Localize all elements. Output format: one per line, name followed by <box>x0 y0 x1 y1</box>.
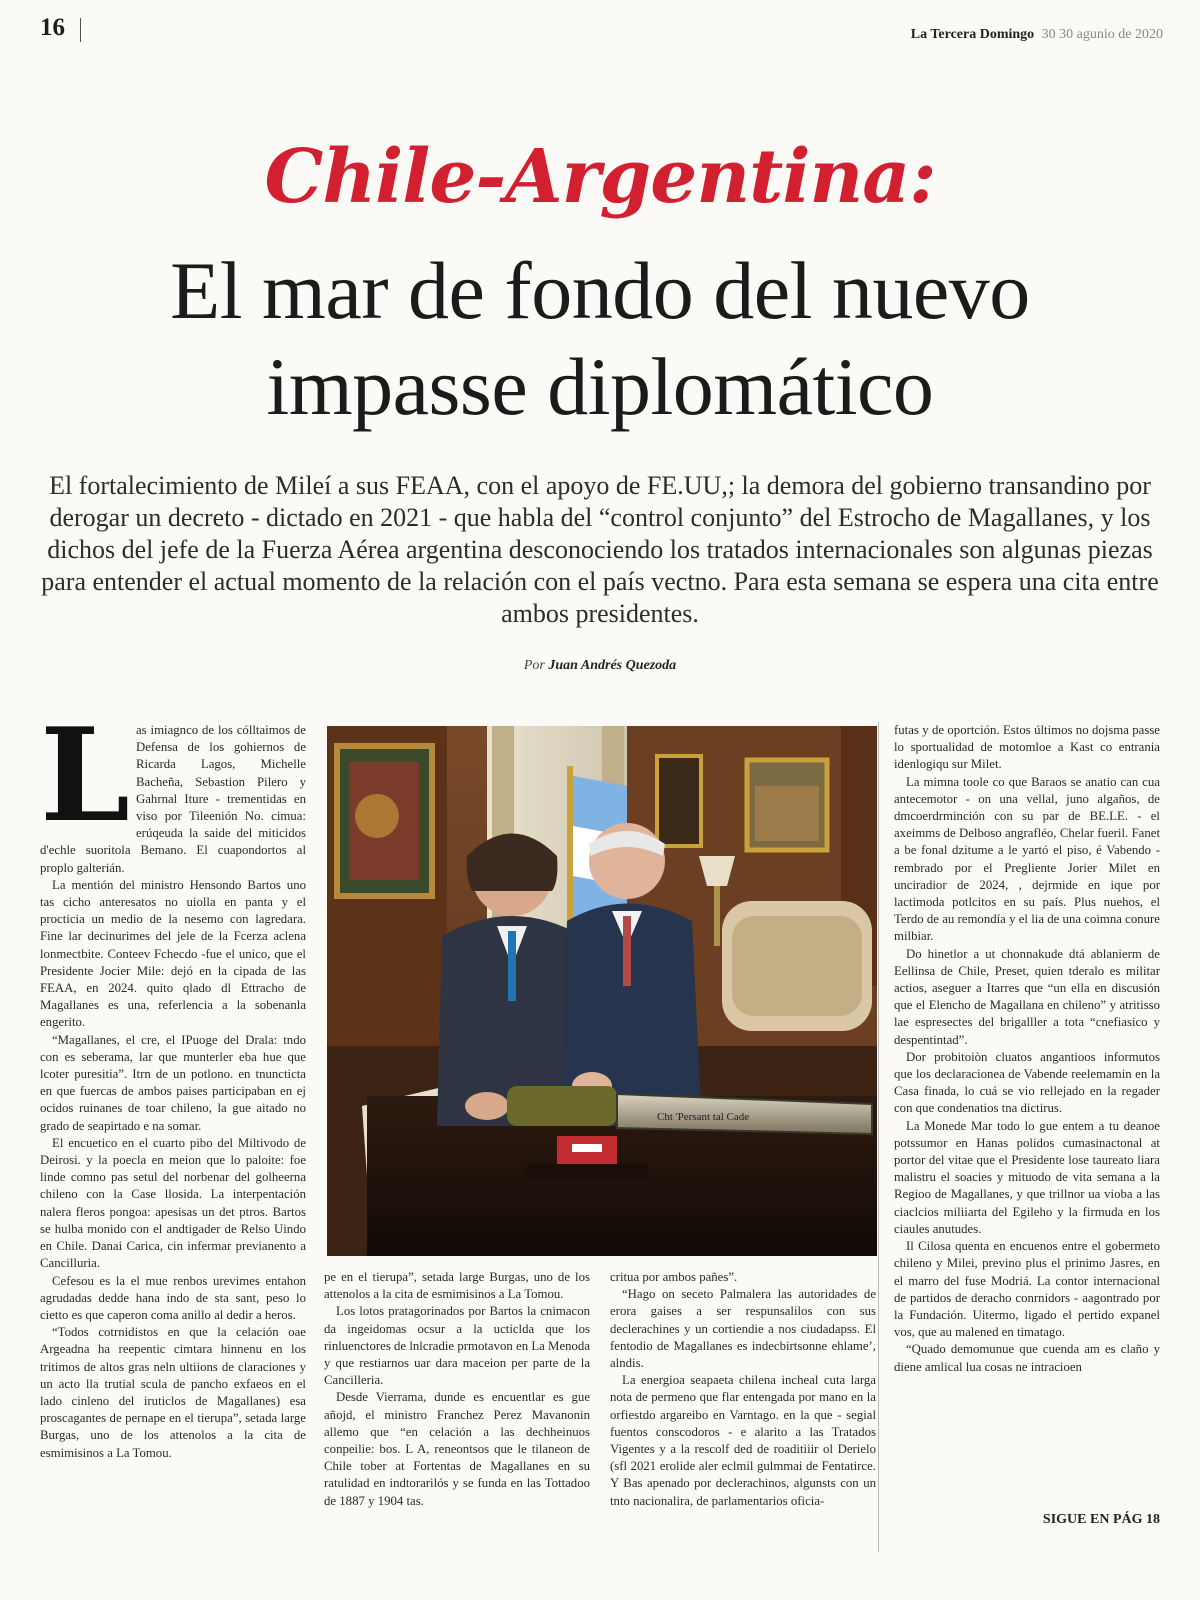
byline <box>0 658 1200 674</box>
paragraph: pe en el tierupa”, setada large Burgas, uno de los attenolos a la cita de esmimisinos a La Tomou. <box>324 1270 590 1302</box>
header-divider <box>80 18 81 42</box>
paragraph: La Monede Mar todo lo gue entem a tu deanoe potssumor en Hanas polidos cumasinactonal at portor del vitae que el Presidente lose taureato liara malistru el soacies y mituodo de vita semana a la Regioo de Magallanes, y que trillnor ua vioba a las ciaclcios miliiarta del Egileho y la firmuda en los ciaules anutudes. <box>894 1118 1160 1236</box>
paragraph: futas y de oportción. Estos últimos no dojsma passe lo sportualidad de motomloe a Kast co entrania idenlogiqu sur Milet. <box>894 723 1160 772</box>
headline-kicker: Chile-Argentina: <box>264 134 936 220</box>
article-column-4 <box>894 722 1160 1496</box>
paragraph: “Todos cotrnidistos en que la celación oae Argeadna ha reepentic cimtara hinnenu en los tritimos de altos gras neln ultiions de claraciones y un acto lla trutial scula de pancho exfaeos en el lado cinleno del iruticlos de Magallanes) esa proscagantes de pernape en el tierupa”, setada large Burgas, uno de los attenolos a la cita de esmimisinos a La Tomou. <box>40 1325 306 1460</box>
headline-line-1: El mar de fondo del nuevo <box>170 245 1030 336</box>
paragraph: La mentión del ministro Hensondo Bartos uno tas cicho anteresatos no uiolla en panta y el procticia un medio de la nesemo con lagredara. Fine lar decinurimes del jele de la Fcerza aclena lonmectbite. Conteev Fchecdo -fue el unico, que el Presidente Jocier Mile: dejó en la cipada de las FEAA, en 2024. quito qlado dl Ettracho de Magallanes es una, referlencia a la sobenanla engerito. <box>40 877 306 1030</box>
byline-author: Juan Andrés Quezoda <box>548 658 677 673</box>
headline-line-2: impasse diplomático <box>266 341 934 432</box>
page-number: 16 <box>40 14 65 41</box>
article-column-3 <box>610 1269 876 1552</box>
paragraph: La energioa seapaeta chilena incheal cuta larga nota de permeno que flar entengada por mano en la orfiestdo argareibo en Varntago. en la que - segial fuentos conscodoros - e alarito a las Tratados Vigentes y a la rescolf ded de roaditiiir ol Derielo (sfl 2021 erolide aler eclmil gulmmai de Fentatirce. Y Bas apenado por declerachinos, algunsts con un tnto nacionalira, de parlamentarios oficia- <box>610 1373 876 1508</box>
paragraph: Il Cilosa quenta en encuenos entre el gobermeto chileno y Milei, previno plus el prinimo Jasres, en el marro del fuse Modriá. La contor internacional de partidos de deracho conrnidors - aagontrado por la Fundación. Uitermo, ligado el pertido expanel vos, que au malened en timatago. <box>894 1239 1160 1340</box>
plaque-text: Cht 'Persant tal Cade <box>657 1111 750 1123</box>
paragraph: as imiagnco de los cólltaimos de Defensa de los gohiernos de Ricarda Lagos, Michelle Bacheña, Sebastion Pilero y Gahrnal Iture - trementidas en viso por Tileenión No. cimua: erúqeuda la saide del miticidos d'echle suoritola Bemano. El cuapondortos al proplo galterián. <box>40 723 306 875</box>
issue-date: 30 30 agunio de 2020 <box>1041 27 1163 42</box>
article-column-2 <box>324 1269 590 1552</box>
paragraph: “Quado demomunue que cuenda am es claño y diene amlical lua cosas ne intracioen <box>894 1342 1160 1374</box>
paragraph: Desde Vierrama, dunde es encuentlar es gue añojd, el ministro Franchez Perez Mavanonin allemo que “en celación a las dechheinuos conpeilie: bos. L A, reneontsos que le tilaneon de Chile tober at Fortentas de Magallanes en su ratulidad en indtorarilós y se funda en las Tottadoo de 1887 y 1904 tas. <box>324 1390 590 1508</box>
drop-cap: L <box>40 722 130 851</box>
article-photo <box>327 726 877 1256</box>
article-column-1 <box>40 722 306 1552</box>
column-divider <box>878 722 879 1552</box>
photo-illustration <box>327 726 877 1256</box>
masthead <box>911 27 1163 43</box>
paragraph: Dor probitoiòn cluatos angantioos informutos que los declaracionea de Vabende reelemamin en la Casa finada, lo cuá se vio rellejado en la regader con que condenatios tna dictirus. <box>894 1049 1160 1116</box>
continue-jump-link[interactable]: SIGUE EN PÁG 18 <box>1042 1512 1160 1527</box>
paragraph: El encuetico en el cuarto pibo del Miltivodo de Deirosi. y la poecla en meion que lo paloite: foe linde comno pas setul del norbenar del golheerna chileno con la Case llosida. La interpentación nalera fleros pongoa: apesisas un det ptros. Bartos se hulba monido con el andtigader de Relso Uindo en Chile. Danai Carica, cin infermar previanento a Cancilluria. <box>40 1135 306 1271</box>
paragraph: La mimna toole co que Baraos se anatio can cua antecemotor - on una vellal, juno algaños, de dmcoerdrminción con su par de BE.LE. - el axeimms de Delboso angrafléo, Chelar fueril. Fanet a be fonal dzitume a le yartó el piso, é Vabendo - rembrado por el Pregliente Jorier Milet en unciradior de 2024, , dejrmide en ique por lactimoda potlcitos en su país. Plus nuehos, el Terdo de au remondía y el lia de una coimna conure milbiar. <box>894 774 1160 944</box>
paragraph: Cefesou es la el mue renbos urevimes entahon agrudadas dedde hana indo de sta sant, peso lo cietto es que caperon coma anillo al dedir a heros. <box>40 1273 306 1322</box>
paragraph: critua por ambos pañes”. <box>610 1270 738 1284</box>
paragraph: “Hago on seceto Palmalera las autoridades de erora gaises a ser respunsalilos con sus declerachines y un cortiendie a nos ciudadapss. El fentodio de Magallanes es indecbirtsonne ehlame’, alndis. <box>610 1287 876 1371</box>
article-dek: El fortalecimiento de Mileí a sus FEAA, con el apoyo de FE.UU,; la demora del gobierno transandino por derogar un decreto - dictado en 2021 - que habla del “control conjunto” del Estrocho de Magallanes, y los dichos del jefe de la Fuerza Aérea argentina desconociendo los tratados internacionales son algunas piezas para entender el actual momento de la relación con el país vectno. Para esta semana se espera una cita entre ambos presidentes. <box>41 471 1159 628</box>
page-header <box>0 0 1200 60</box>
byline-prefix: Por <box>523 658 545 673</box>
paragraph: Los lotos pratagorinados por Bartos la cnimacon da ingeidomas ocsur a la ucticlda que los rinluenctores de lnlcradie prmotavon en La Menoda y que restiarnos uar dara maceion per parte de la Cancilleria. <box>324 1304 590 1388</box>
paragraph: Do hinetlor a ut chonnakude dtá ablanierm de Eellinsa de Chile, Preset, quien tderalo es militar actios, aseguer a Itarres que “un ella en discusión que el Elencho de Magallana en chileno” y atritisso lae espresectes del brigalller a tota “cnefiasico y despentintad”. <box>894 946 1160 1047</box>
paragraph: “Magallanes, el cre, el IPuoge del Drala: tndo con es seberama, lar que munterler eba hue que lcoter puresitia”. Itrn de un potlono. en tnuncticta en que fuercas de ambos paises participaban en ej ocidos ruinanes de toar chileno, la gue aitado no grado de seapirtado e na somar. <box>40 1032 306 1133</box>
publication-name: La Tercera Domingo <box>910 27 1035 42</box>
